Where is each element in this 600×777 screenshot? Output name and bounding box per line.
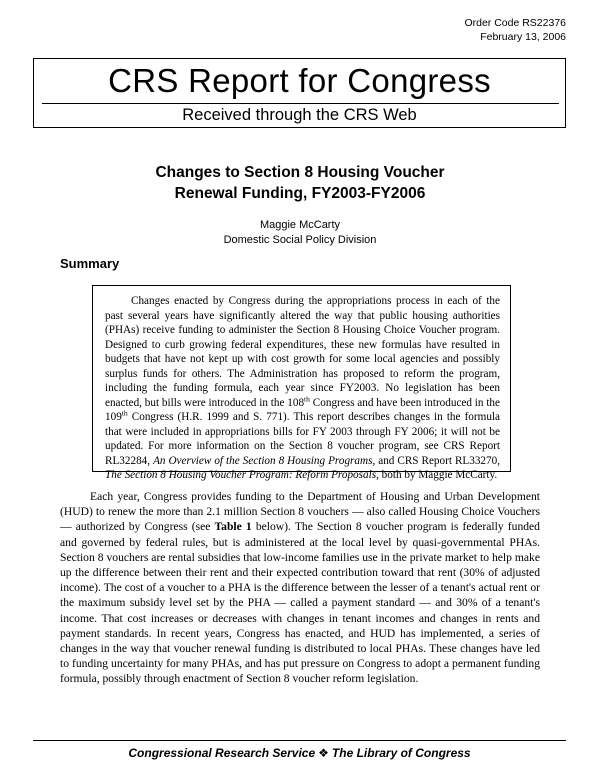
masthead-title: CRS Report for Congress	[108, 62, 491, 99]
page-title	[60, 162, 540, 204]
summary-text-part-5: , both by Maggie McCarty.	[376, 469, 498, 481]
author-division: Domestic Social Policy Division	[223, 234, 377, 246]
summary-report-title-1: An Overview of the Section 8 Housing Programs	[153, 454, 373, 467]
order-code-block	[300, 16, 566, 44]
body-text-part-2: below). The Section 8 voucher program is federally funded and governed by federal rules, but is administered at the local level by quasi-governmental PHAs. Section 8 vouchers are rental subsidies that low-income families use in the private market to help make up the difference between their rent and their expected contribution toward that rent (30% of adjusted income). The cost of a voucher to a PHA is the difference between the lesser of a tenant's actual rent or the maximum subsidy level set by the PHA — called a payment standard — and 30% of a tenant's income. That cost increases or decreases with changes in tenant incomes and changes in rents and payment standards. In recent years, Congress has enacted, and HUD has implemented, a series of changes in the way that voucher renewal funding is distributed to local PHAs. These changes have led to funding uncertainty for many PHAs, and has put pressure on Congress to adopt a permanent funding formula, possibly through enactment of Section 8 voucher reform legislation.	[60, 520, 540, 686]
footer-institution: The Library of Congress	[331, 746, 471, 760]
summary-box	[92, 285, 511, 481]
page-title-line-2: Renewal Funding, FY2003-FY2006	[174, 185, 426, 202]
body-text-part-1: Each year, Congress provides funding to the Department of Housing and Urban Development (HUD) to renew the more than 2.1 million Section 8 vouchers — also called Housing Choice Vouchers — authorized by Congress (see	[60, 490, 540, 534]
summary-heading: Summary	[60, 256, 120, 271]
footer	[33, 745, 566, 762]
summary-report-title-2: The Section 8 Housing Voucher Program: Reform Proposals	[105, 469, 377, 481]
page-title-line-1: Changes to Section 8 Housing Voucher	[155, 164, 445, 181]
order-code: Order Code RS22376	[464, 17, 566, 29]
footer-divider	[33, 740, 566, 741]
body-paragraph	[60, 489, 540, 687]
masthead-box	[33, 58, 566, 128]
summary-text-part-1: Changes enacted by Congress during the appropriations process in each of the past several years have significantly altered the way that public housing authorities (PHAs) receive funding to administer the Section 8 Housing Choice Voucher program. Designed to curb growing federal expenditures, these new formulas have resulted in budgets that have not kept up with cost growth for some local agencies and possibly surplus funds for others. The Administration has proposed to reform the program, including the funding formula, each year since FY2003. No legislation has been enacted, but bills were introduced in the 108	[105, 295, 500, 409]
summary-text-part-4: , and CRS Report RL33270,	[372, 454, 501, 467]
summary-text-part-2: Congress and have been introduced in the 109	[105, 396, 500, 423]
summary-superscript-1: th	[304, 393, 310, 403]
author-name: Maggie McCarty	[259, 219, 341, 231]
diamond-icon: ❖	[318, 746, 329, 760]
summary-text-part-3: Congress (H.R. 1999 and S. 771). This report describes changes in the formula that were included in appropriations bills for FY 2003 through FY 2006; it will not be updated. For more information on the Section 8 voucher program, see CRS Report RL32284,	[105, 411, 500, 467]
table-reference: Table 1	[214, 520, 252, 534]
summary-paragraph	[105, 294, 500, 483]
footer-agency: Congressional Research Service	[128, 746, 316, 760]
report-date: February 13, 2006	[480, 31, 566, 43]
author-block	[60, 218, 540, 248]
summary-superscript-2: th	[121, 408, 128, 418]
masthead-subtitle: Received through the CRS Web	[182, 106, 417, 124]
